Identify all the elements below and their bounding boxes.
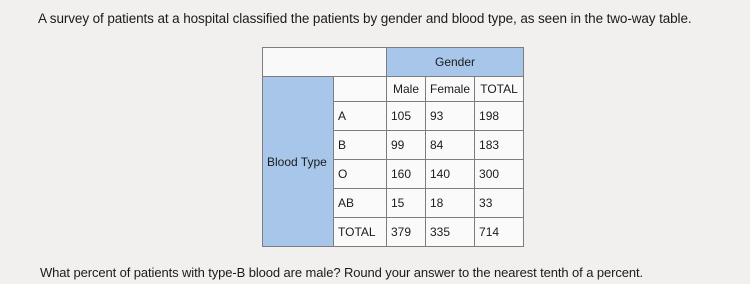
gender-header-row bbox=[263, 48, 524, 77]
prompt-text: What percent of patients with type-B blood are male? Round your answer to the nearest tenth of a percent. bbox=[40, 265, 644, 280]
cell-male: 379 bbox=[387, 218, 426, 247]
column-header-total: TOTAL bbox=[475, 77, 524, 102]
cell-female: 84 bbox=[426, 131, 475, 160]
blood-type-header: Blood Type bbox=[263, 77, 334, 247]
row-label: O bbox=[334, 160, 387, 189]
header-row-label-blank bbox=[334, 77, 387, 102]
column-header-female: Female bbox=[426, 77, 475, 102]
cell-female: 93 bbox=[426, 102, 475, 131]
cell-total: 714 bbox=[475, 218, 524, 247]
gender-header: Gender bbox=[387, 48, 524, 77]
question-text: A survey of patients at a hospital classified the patients by gender and blood type, as seen in the two-way table. bbox=[38, 11, 692, 26]
column-header-row bbox=[263, 77, 524, 102]
cell-total: 33 bbox=[475, 189, 524, 218]
cell-total: 198 bbox=[475, 102, 524, 131]
row-label: A bbox=[334, 102, 387, 131]
cell-male: 15 bbox=[387, 189, 426, 218]
cell-female: 335 bbox=[426, 218, 475, 247]
cell-total: 183 bbox=[475, 131, 524, 160]
two-way-table bbox=[262, 47, 524, 247]
cell-male: 105 bbox=[387, 102, 426, 131]
cell-male: 99 bbox=[387, 131, 426, 160]
row-label: TOTAL bbox=[334, 218, 387, 247]
corner-cell bbox=[263, 48, 387, 77]
cell-female: 140 bbox=[426, 160, 475, 189]
column-header-male: Male bbox=[387, 77, 426, 102]
cell-female: 18 bbox=[426, 189, 475, 218]
row-label: AB bbox=[334, 189, 387, 218]
cell-male: 160 bbox=[387, 160, 426, 189]
row-label: B bbox=[334, 131, 387, 160]
cell-total: 300 bbox=[475, 160, 524, 189]
